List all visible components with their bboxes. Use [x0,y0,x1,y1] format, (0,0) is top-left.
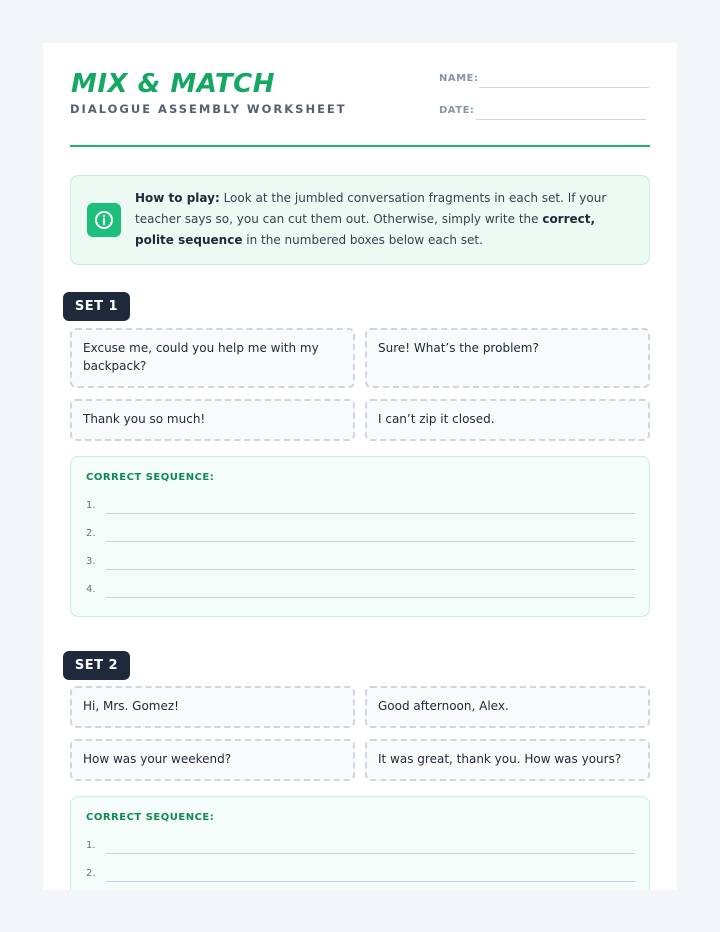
write-line[interactable] [106,853,635,854]
set-1-fragment-2[interactable]: Sure! What’s the problem? [365,328,650,388]
row-number: 2. [86,528,96,539]
set-1-fragment-4[interactable]: I can’t zip it closed. [365,399,650,441]
set-1-fragment-3[interactable]: Thank you so much! [70,399,355,441]
name-line[interactable] [479,87,649,88]
how-to-play-emphasis: correct, polite sequence [135,212,596,247]
write-line[interactable] [106,513,635,514]
set-1-sequence-box [70,456,650,617]
how-to-play-text-1: Look at the jumbled conversation fragments in each set. If your teacher says so, you can cut them out. Otherwise, simply write the [135,191,607,226]
set-1-sequence-row-1[interactable] [86,498,635,518]
set-1-sequence-row-3[interactable] [86,554,635,574]
how-to-play-text [135,188,635,251]
worksheet-page [43,43,677,890]
set-2-fragment-4[interactable]: It was great, thank you. How was yours? [365,739,650,781]
set-2-sequence-row-1[interactable] [86,838,635,858]
set-1-sequence-row-4[interactable] [86,582,635,602]
how-to-play-lead: How to play: [135,191,220,205]
write-line[interactable] [106,881,635,882]
row-number: 1. [86,500,96,511]
set-2-badge: SET 2 [63,651,130,680]
write-line[interactable] [106,569,635,570]
info-icon [87,203,121,237]
set-1-badge: SET 1 [63,292,130,321]
set-2-sequence-row-2[interactable] [86,866,635,886]
set-2-fragment-2[interactable]: Good afternoon, Alex. [365,686,650,728]
set-2-fragment-1[interactable]: Hi, Mrs. Gomez! [70,686,355,728]
row-number: 3. [86,556,96,567]
date-line[interactable] [476,119,646,120]
set-1-sequence-row-2[interactable] [86,526,635,546]
set-1-fragment-1[interactable]: Excuse me, could you help me with my backpack? [70,328,355,388]
how-to-play-box [70,175,650,265]
date-label: DATE: [439,105,475,116]
worksheet-title: MIX & MATCH [71,69,275,99]
row-number: 2. [86,868,96,879]
how-to-play-text-2: in the numbered boxes below each set. [242,233,483,247]
row-number: 1. [86,840,96,851]
worksheet-subtitle: DIALOGUE ASSEMBLY WORKSHEET [70,102,347,116]
worksheet-header [70,67,650,147]
write-line[interactable] [106,541,635,542]
row-number: 4. [86,584,96,595]
set-1-sequence-title: CORRECT SEQUENCE: [86,472,215,483]
set-2-sequence-title: CORRECT SEQUENCE: [86,812,215,823]
write-line[interactable] [106,597,635,598]
set-2-sequence-box [70,796,650,890]
set-2-fragment-3[interactable]: How was your weekend? [70,739,355,781]
name-label: NAME: [439,73,479,84]
